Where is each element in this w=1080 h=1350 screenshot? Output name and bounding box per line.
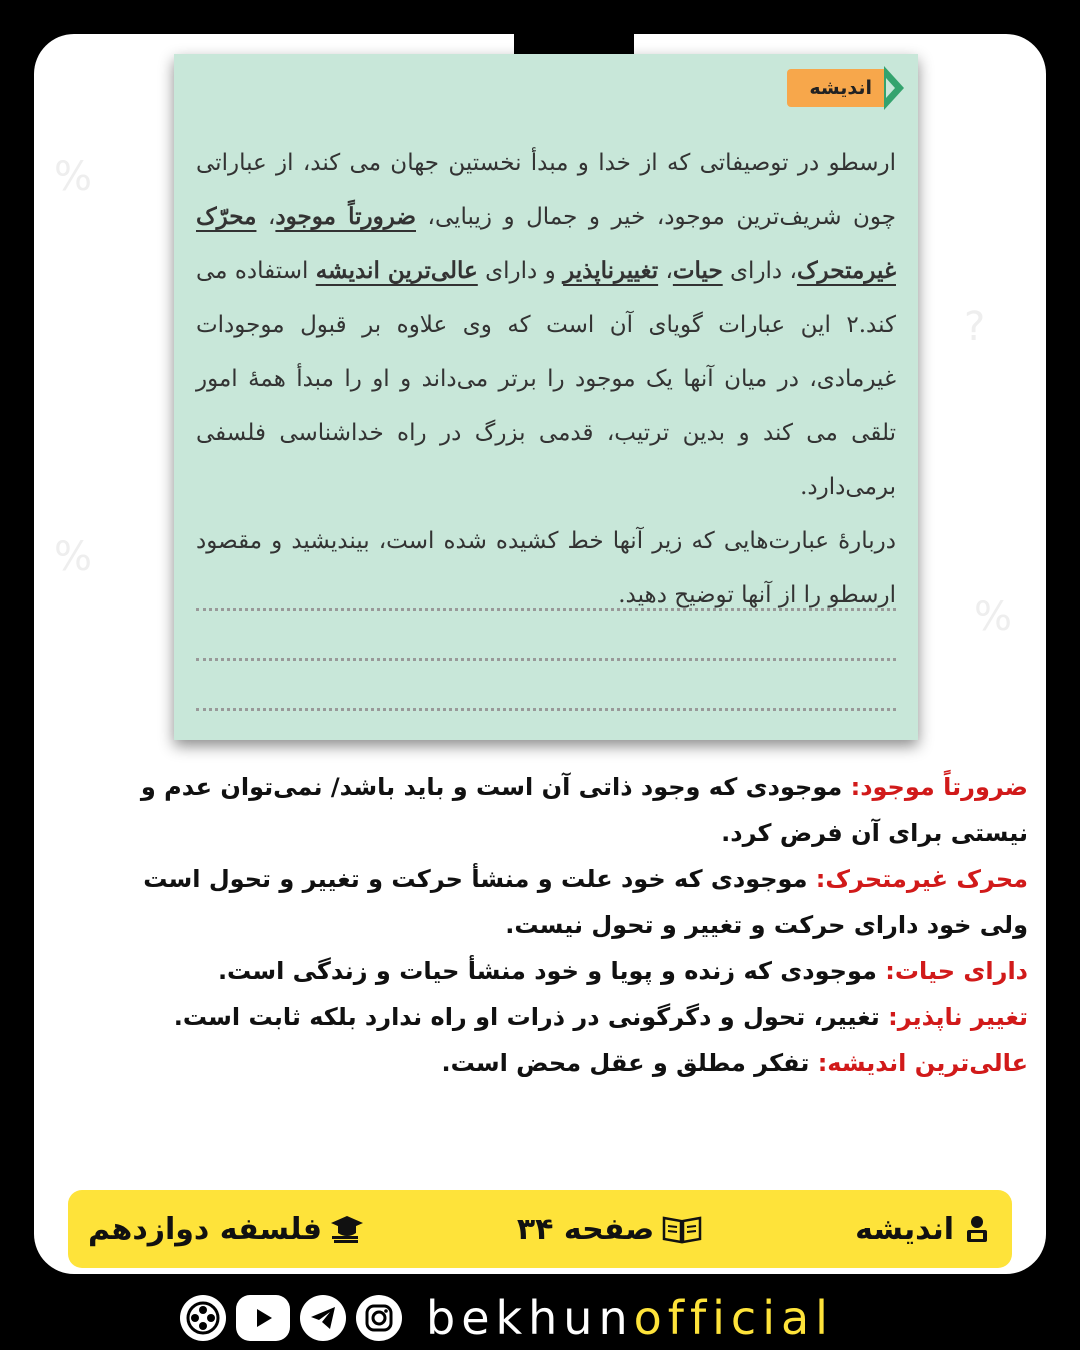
definitions-list	[104, 764, 1028, 1086]
info-footer	[68, 1190, 1012, 1268]
answer-line	[196, 708, 896, 711]
excerpt-text-segment: ارسطو در توصیفاتی که از خدا و مبدأ نخستین جهان می کند، از عباراتی چون شریف‌ترین موجود، خیر و جمال و زیبایی،	[196, 150, 896, 230]
footer-topic	[855, 1212, 992, 1247]
excerpt-text-segment: استفاده می کند.۲ این عبارات گویای آن است که وی علاوه بر قبول موجودات غیرمادی، در میان آنها یک موجود را برتر می‌داند و او را مبدأ همهٔ امور تلقی می کند و بدین ترتیب، قدمی بزرگ در راه خداشناسی فلسفی برمی‌دارد.	[196, 258, 896, 500]
textbook-excerpt	[174, 54, 918, 740]
definition-item	[104, 856, 1028, 948]
excerpt-text-segment: ،	[256, 204, 276, 230]
excerpt-text-segment: ، دارای	[722, 258, 797, 284]
underlined-phrase: تغییرناپذیر	[563, 257, 659, 284]
excerpt-text-segment: و دارای	[477, 258, 564, 284]
excerpt-paragraph-2: دربارهٔ عبارت‌هایی که زیر آنها خط کشیده شده است، بیندیشید و مقصود ارسطو را از آنها توضیح دهید.	[196, 528, 896, 608]
definition-item	[104, 948, 1028, 994]
section-tag	[787, 66, 904, 110]
definition-text: موجودی که زنده و پویا و خود منشأ حیات و زندگی است.	[217, 957, 886, 985]
section-tag-label: اندیشه	[787, 69, 886, 107]
excerpt-text-segment: ،	[658, 258, 673, 284]
teacher-icon	[962, 1214, 992, 1244]
definition-term: ضرورتاً موجود:	[850, 773, 1028, 801]
definition-term: محرک غیرمتحرک:	[815, 865, 1028, 893]
background-percent-icon: %	[54, 534, 93, 580]
excerpt-text	[196, 136, 896, 622]
definition-term: تغییر ناپذیر:	[888, 1003, 1028, 1031]
definition-item	[104, 764, 1028, 856]
handle-part1: bekhun	[426, 1291, 634, 1345]
definition-text: تغییر، تحول و دگرگونی در ذرات او راه ندارد بلکه ثابت است.	[173, 1003, 889, 1031]
answer-line	[196, 608, 896, 611]
graduation-cap-icon	[330, 1214, 364, 1244]
definition-term: دارای حیات:	[885, 957, 1028, 985]
content-card	[34, 34, 1046, 1274]
underlined-phrase: محرّک غیرمتحرک	[196, 203, 896, 284]
footer-subject	[88, 1212, 364, 1247]
footer-page-label: صفحه ۳۴	[516, 1211, 655, 1247]
definition-term: عالی‌ترین اندیشه:	[817, 1049, 1028, 1077]
tag-arrow-icon	[884, 66, 904, 110]
definition-text: موجودی که وجود ذاتی آن است و باید باشد/ نمی‌توان عدم و نیستی برای آن فرض کرد.	[140, 773, 1028, 847]
definition-item	[104, 1040, 1028, 1086]
definition-text: تفکر مطلق و عقل محض است.	[441, 1049, 818, 1077]
telegram-icon[interactable]	[300, 1295, 346, 1341]
excerpt-paragraph-1	[196, 136, 896, 514]
definition-item	[104, 994, 1028, 1040]
footer-subject-label: فلسفه دوازدهم	[88, 1211, 322, 1247]
social-bar	[180, 1290, 834, 1346]
footer-page	[517, 1212, 702, 1247]
open-book-icon	[662, 1214, 702, 1244]
aparat-icon[interactable]	[180, 1295, 226, 1341]
youtube-icon[interactable]	[236, 1295, 290, 1341]
background-percent-icon: %	[54, 154, 93, 200]
underlined-phrase: حیات	[672, 257, 723, 284]
brand-handle	[426, 1291, 834, 1345]
footer-topic-label: اندیشه	[855, 1211, 954, 1247]
handle-part2: official	[633, 1291, 834, 1345]
definition-text: موجودی که خود علت و منشأ حرکت و تغییر و تحول است ولی خود دارای حرکت و تغییر و تحول نیست.	[143, 865, 1028, 939]
underlined-phrase: ضرورتاً موجود	[275, 203, 416, 230]
background-question-icon: ?	[964, 304, 986, 350]
underlined-phrase: عالی‌ترین اندیشه	[315, 257, 478, 284]
answer-line	[196, 658, 896, 661]
instagram-icon[interactable]	[356, 1295, 402, 1341]
background-percent-icon: %	[974, 594, 1013, 640]
